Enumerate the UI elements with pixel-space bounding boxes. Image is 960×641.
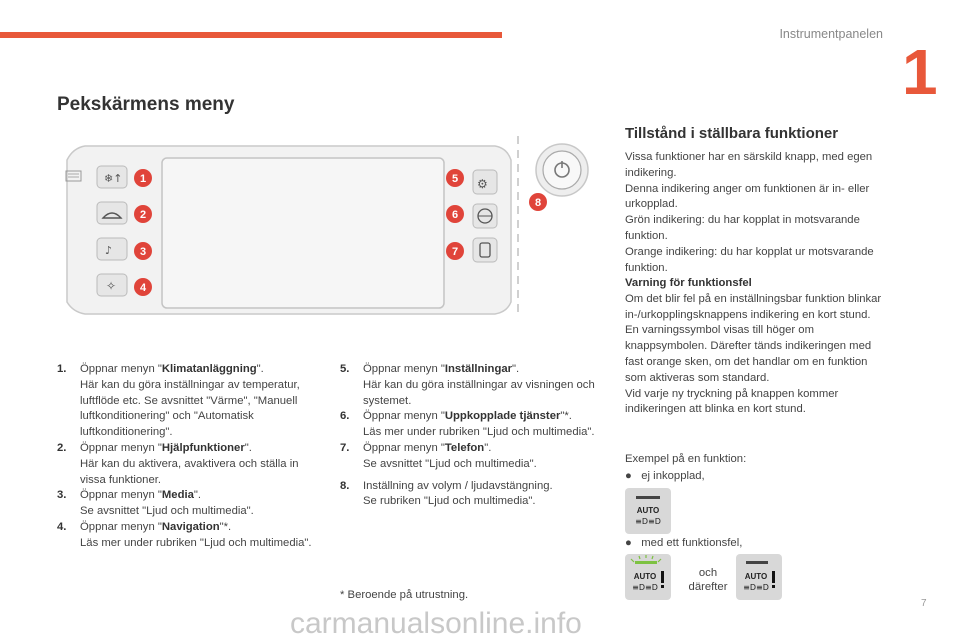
side-heading: Tillstånd i ställbara funktioner <box>625 125 839 142</box>
side-para-1: Vissa funktioner har en särskild knapp, med egen indikering. <box>625 151 873 179</box>
list-item <box>57 362 319 441</box>
right-numbered-list <box>340 362 602 510</box>
callout-1: 1 <box>139 173 147 185</box>
volume-knob <box>536 144 588 196</box>
bullet-not-engaged: ● ej inkopplad, <box>625 470 705 482</box>
callout-4: 4 <box>139 282 147 294</box>
item-description: Läs mer under rubriken "Ljud och multimedia". <box>363 426 595 439</box>
list-item <box>340 441 602 473</box>
svg-text:AUTO: AUTO <box>636 506 660 515</box>
item-heading: Öppnar menyn "Telefon". <box>363 441 492 454</box>
then-label: och därefter <box>688 567 728 593</box>
callout-8: 8 <box>534 197 542 209</box>
example-label: Exempel på en funktion: <box>625 453 747 465</box>
item-heading: Öppnar menyn "Hjälpfunktioner". <box>80 441 252 454</box>
warning-block <box>625 276 887 418</box>
svg-text:❄↑: ❄↑ <box>104 172 123 185</box>
svg-text:AUTO: AUTO <box>744 572 768 581</box>
touchscreen-figure <box>55 130 595 318</box>
svg-text:≡D≡D: ≡D≡D <box>743 583 769 592</box>
warning-para-3: Vid varje ny tryckning på knappen kommer indikeringen att blinka en kort stund. <box>625 387 839 416</box>
auto-button-fault-blink <box>625 554 671 600</box>
warning-title: Varning för funktionsfel <box>625 277 752 289</box>
item-heading: Öppnar menyn "Inställningar". <box>363 363 520 375</box>
svg-text:≡D≡D: ≡D≡D <box>632 583 658 592</box>
item-heading: Öppnar menyn "Klimatanläggning". <box>80 363 264 375</box>
side-para-3: Grön indikering: du har kopplat in motsvarande funktion. <box>625 214 860 242</box>
item-number: 1. <box>57 363 67 375</box>
item-description: Se rubriken "Ljud och multimedia". <box>363 495 536 508</box>
section-title: Instrumentpanelen <box>779 27 883 41</box>
list-item <box>57 441 319 488</box>
svg-text:≡D≡D: ≡D≡D <box>635 517 661 526</box>
item-number: 4. <box>57 520 67 533</box>
item-number: 2. <box>57 441 67 454</box>
item-heading: Öppnar menyn "Media". <box>80 489 202 502</box>
side-intro <box>625 150 887 276</box>
svg-text:⚙: ⚙ <box>477 177 488 191</box>
page-title: Pekskärmens meny <box>57 94 235 115</box>
page-number: 7 <box>921 598 927 609</box>
list-item <box>340 362 602 409</box>
item-number: 5. <box>340 363 350 375</box>
item-description: Se avsnittet "Ljud och multimedia". <box>80 505 254 518</box>
item-description: Här kan du aktivera, avaktivera och ställa in vissa funktioner. <box>80 457 299 486</box>
item-number: 3. <box>57 489 67 502</box>
callout-5: 5 <box>451 173 459 185</box>
item-heading: Öppnar menyn "Uppkopplade tjänster"*. <box>363 410 572 423</box>
list-item <box>340 479 602 511</box>
svg-text:♪: ♪ <box>105 244 113 257</box>
footnote: * Beroende på utrustning. <box>340 589 469 601</box>
side-para-4: Orange indikering: du har kopplat ur motsvarande funktion. <box>625 245 874 274</box>
callout-7: 7 <box>451 246 459 258</box>
svg-text:AUTO: AUTO <box>633 572 657 581</box>
item-description: Läs mer under rubriken "Ljud och multimedia". <box>80 536 312 549</box>
item-number: 8. <box>340 479 350 492</box>
item-heading: Inställning av volym / ljudavstängning. <box>363 479 553 492</box>
side-para-2: Denna indikering anger om funktionen är in- eller urkopplad. <box>625 182 870 211</box>
chapter-number: 1 <box>902 36 938 108</box>
right-menu-buttons <box>473 170 497 262</box>
callout-3: 3 <box>139 246 147 258</box>
list-item <box>340 409 602 441</box>
callout-2: 2 <box>139 209 147 221</box>
item-number: 7. <box>340 441 350 454</box>
svg-text:✧: ✧ <box>106 279 117 293</box>
item-heading: Öppnar menyn "Navigation"*. <box>80 520 232 533</box>
bullet-fault: ● med ett funktionsfel, <box>625 537 743 549</box>
watermark: carmanualsonline.info <box>290 607 582 640</box>
item-number: 6. <box>340 410 350 423</box>
list-item <box>57 488 319 520</box>
item-description: Se avsnittet "Ljud och multimedia". <box>363 457 537 470</box>
callout-6: 6 <box>451 209 459 221</box>
left-numbered-list <box>57 362 319 552</box>
auto-button-fault-steady <box>736 554 782 600</box>
item-description: Här kan du göra inställningar av visningen och systemet. <box>363 378 595 407</box>
header-accent-bar <box>0 32 502 38</box>
auto-button-off <box>625 488 671 534</box>
warning-para-2: En varningssymbol visas till höger om knappsymbolen. Därefter tänds indikeringen med fast orange sken, om det handlar om en funktion som aktiveras som standard. <box>625 324 872 384</box>
item-description: Här kan du göra inställningar av temperatur, luftflöde etc. Se avsnittet "Värme", "Manuell luftkonditionering" och "Automatisk luftkonditionering". <box>80 378 300 439</box>
warning-para-1: Om det blir fel på en inställningsbar funktion blinkar in-/urkopplingsknappens indikering en kort stund. <box>625 292 882 321</box>
list-item <box>57 520 319 552</box>
